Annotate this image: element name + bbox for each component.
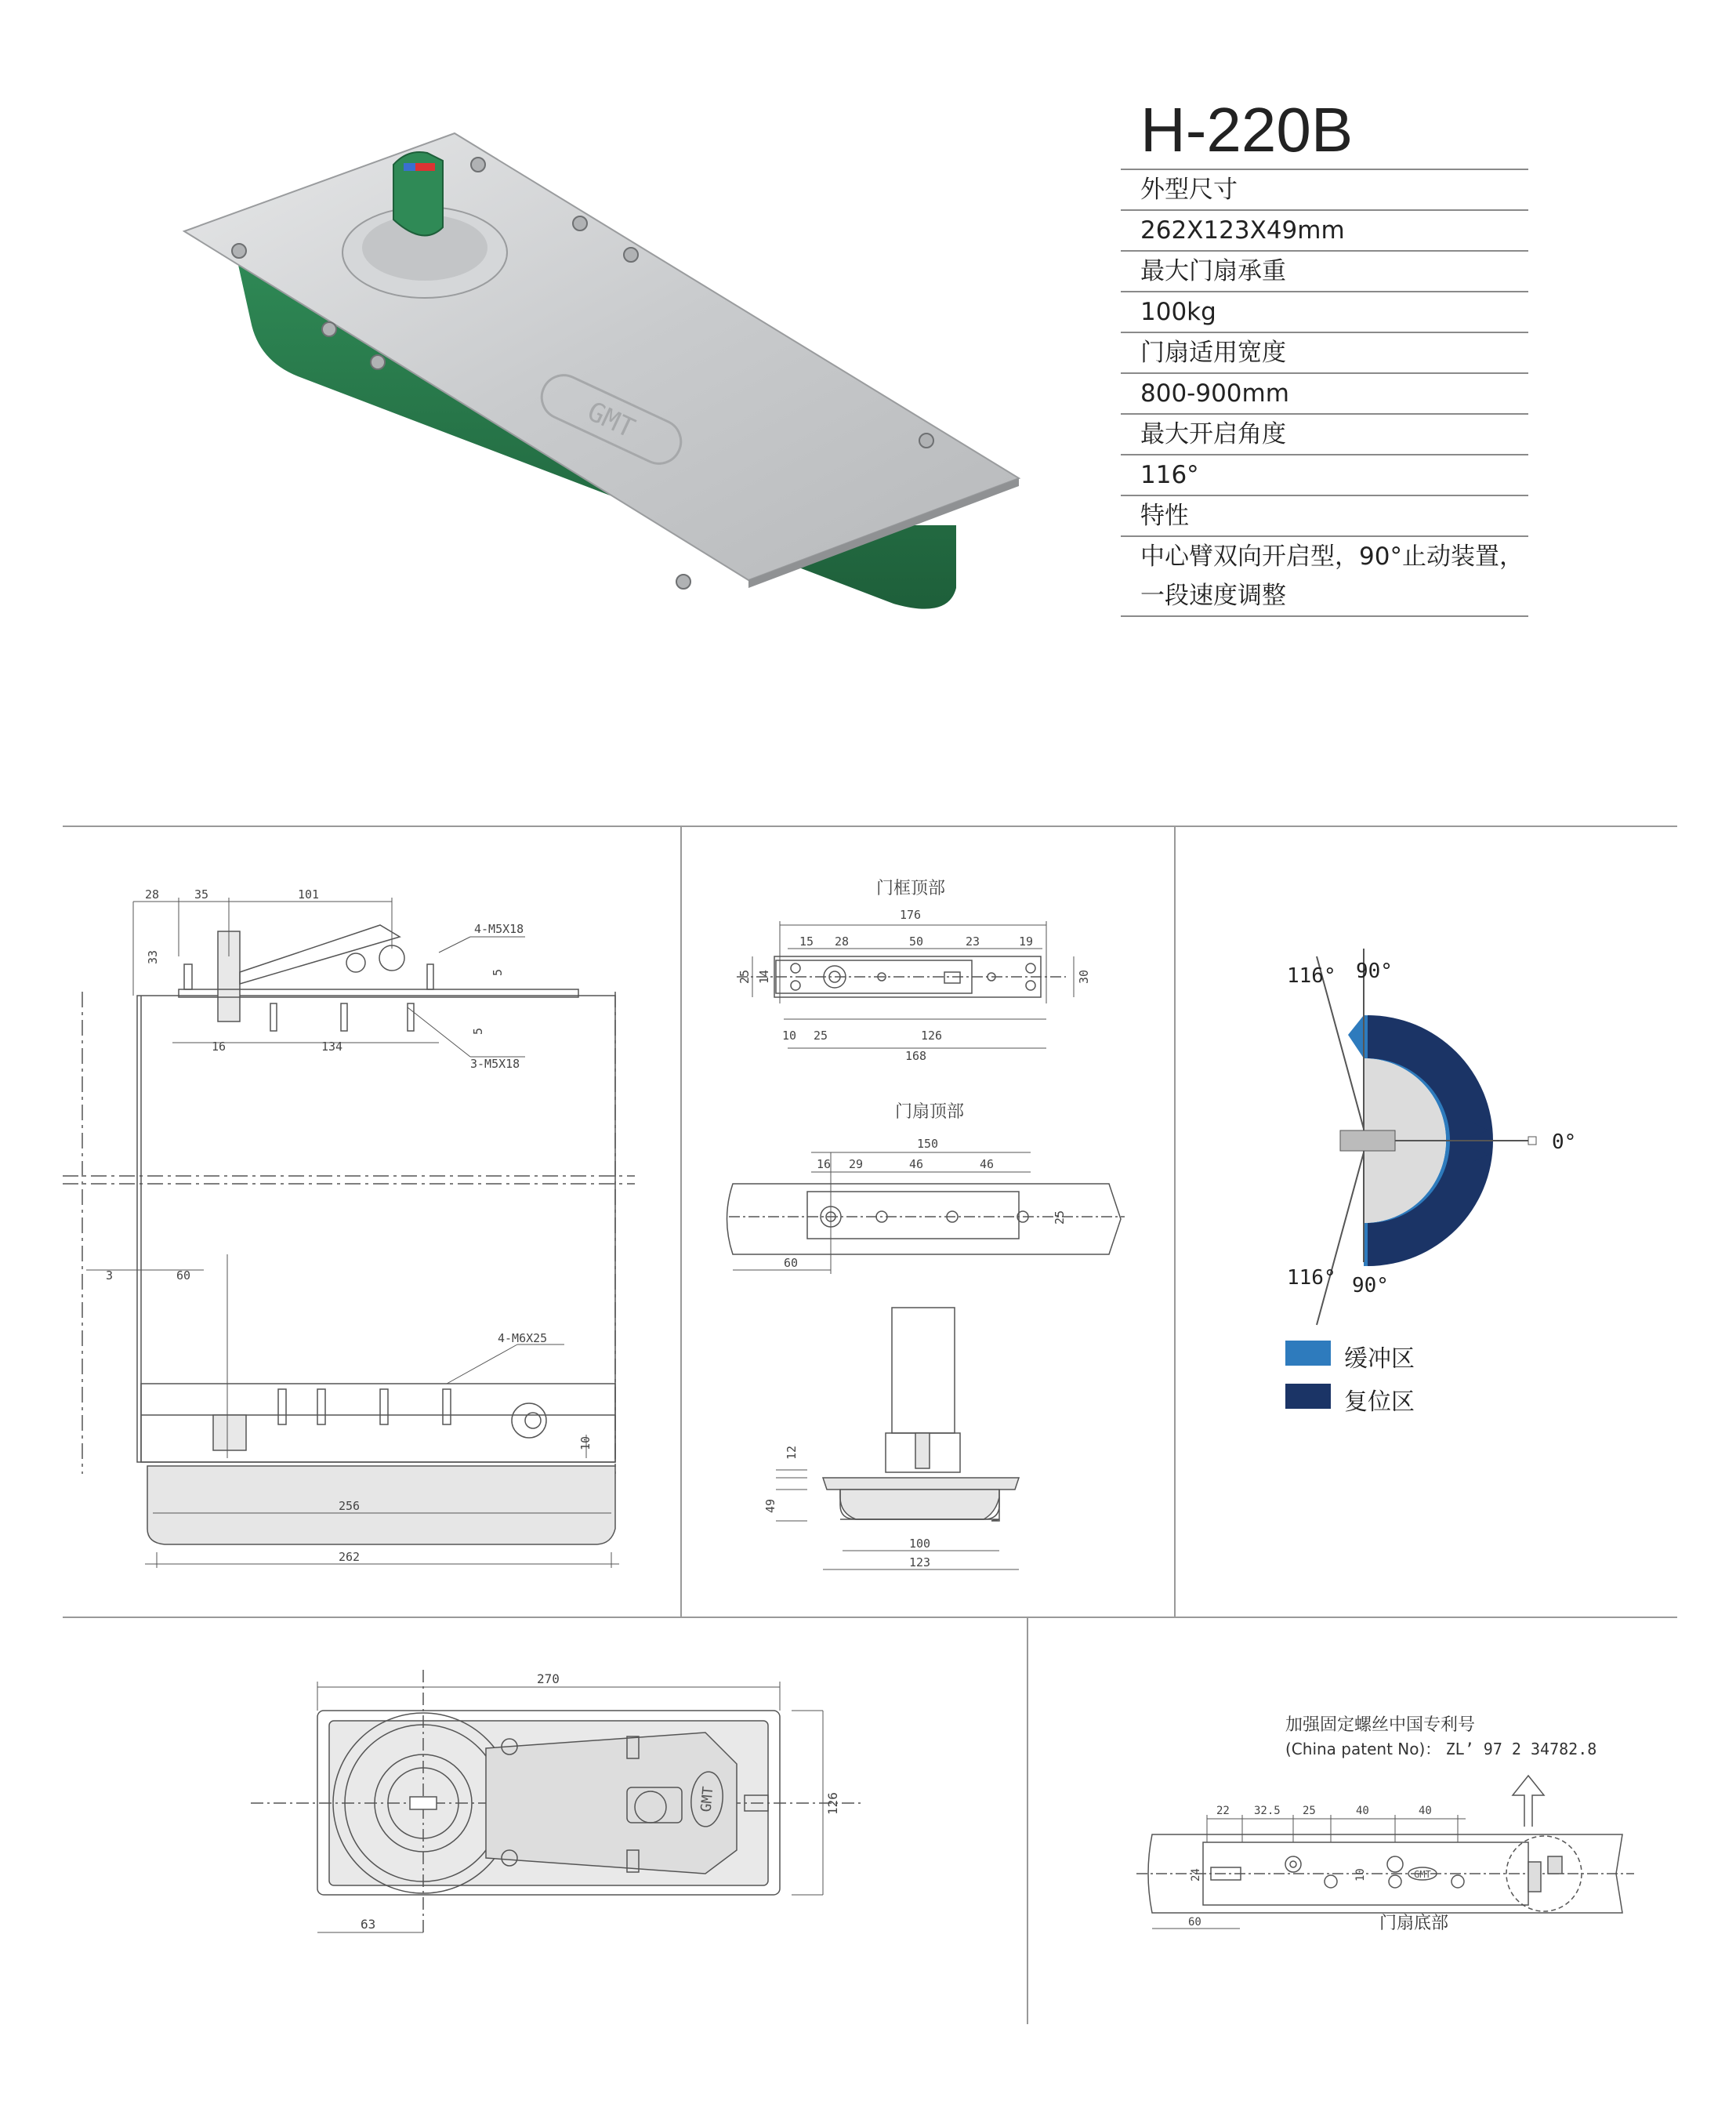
dim-29: 29 xyxy=(849,1157,864,1171)
spec-table-end-rule xyxy=(1121,615,1528,617)
dim-10: 10 xyxy=(1354,1868,1367,1881)
grid-divider-1 xyxy=(680,826,682,1617)
dim-101: 101 xyxy=(298,887,320,902)
side-section-drawing xyxy=(63,862,674,1584)
dim-123: 123 xyxy=(909,1555,931,1569)
legend-return-swatch xyxy=(1285,1384,1331,1409)
angle-label-116-top: 116° xyxy=(1287,964,1336,988)
dim-25: 25 xyxy=(738,969,752,984)
grid-rule-middle xyxy=(63,1617,1677,1618)
legend-buffer-swatch xyxy=(1285,1341,1331,1366)
patent-line xyxy=(1285,1736,1596,1759)
dim-270: 270 xyxy=(537,1671,560,1686)
dim-16: 16 xyxy=(817,1157,832,1171)
dim-10: 10 xyxy=(782,1029,797,1043)
angle-label-90-top: 90° xyxy=(1356,960,1393,983)
dim-30: 30 xyxy=(1077,969,1091,984)
body-top-view xyxy=(251,1662,862,1960)
dim-60: 60 xyxy=(784,1256,799,1270)
angle-label-116-bottom: 116° xyxy=(1287,1266,1336,1290)
frame-top-title: 门框顶部 xyxy=(876,879,946,898)
spec-label: 外型尺寸 xyxy=(1121,169,1528,209)
dim-32-5: 32.5 xyxy=(1254,1805,1281,1817)
dim-28: 28 xyxy=(835,934,850,949)
spec-label: 最大门扇承重 xyxy=(1121,250,1528,291)
dim-12: 12 xyxy=(785,1445,799,1460)
door-bottom-caption: 门扇底部 xyxy=(1379,1914,1449,1933)
angle-label-90-bottom: 90° xyxy=(1352,1274,1389,1297)
dim-63: 63 xyxy=(361,1917,376,1932)
dim-126: 126 xyxy=(825,1792,840,1815)
dim-46: 46 xyxy=(909,1157,924,1171)
dim-25: 25 xyxy=(1303,1805,1316,1817)
patent-subtitle: (China patent No)： xyxy=(1285,1740,1441,1758)
dim-35: 35 xyxy=(194,887,209,902)
grid-divider-2 xyxy=(1174,826,1176,1617)
door-bottom-drawing xyxy=(1136,1764,1638,1952)
dim-24: 24 xyxy=(1190,1868,1202,1881)
bottom-logo-text: GMT xyxy=(1414,1869,1431,1880)
dim-25: 25 xyxy=(1053,1210,1067,1225)
dim-23: 23 xyxy=(966,934,980,949)
legend-buffer-label: 缓冲区 xyxy=(1344,1345,1415,1373)
spec-table xyxy=(1121,169,1528,617)
dim-50: 50 xyxy=(909,934,924,949)
spec-value: 100kg xyxy=(1121,291,1528,332)
spec-value: 262X123X49mm xyxy=(1121,209,1528,250)
spec-value: 800-900mm xyxy=(1121,372,1528,413)
screw-spec-mid: 3-M5X18 xyxy=(470,1057,520,1071)
dim-19: 19 xyxy=(1019,934,1034,949)
dim-28: 28 xyxy=(145,887,160,902)
grid-divider-3 xyxy=(1027,1617,1028,2024)
dim-168: 168 xyxy=(905,1049,927,1063)
model-title: H-220B xyxy=(1140,95,1354,165)
dim-150: 150 xyxy=(917,1137,939,1151)
dim-5: 5 xyxy=(491,968,505,976)
dim-262: 262 xyxy=(339,1550,361,1564)
dim-256: 256 xyxy=(339,1499,361,1513)
screw-spec-top: 4-M5X18 xyxy=(474,922,524,936)
dim-10: 10 xyxy=(578,1435,593,1450)
dim-126: 126 xyxy=(921,1029,943,1043)
dim-33: 33 xyxy=(146,949,160,964)
dim-134: 134 xyxy=(321,1040,343,1054)
dim-16: 16 xyxy=(212,1040,227,1054)
patent-number: ZL’ 97 2 34782.8 xyxy=(1445,1740,1597,1758)
dim-40: 40 xyxy=(1419,1805,1432,1817)
patent-title: 加强固定螺丝中国专利号 xyxy=(1285,1715,1476,1735)
dim-15: 15 xyxy=(799,934,814,949)
spec-label: 特性 xyxy=(1121,495,1528,535)
dim-3: 3 xyxy=(106,1268,114,1283)
grid-rule-top xyxy=(63,826,1677,827)
door-top-title: 门扇顶部 xyxy=(895,1102,965,1122)
dim-25: 25 xyxy=(814,1029,828,1043)
angle-label-0: 0° xyxy=(1552,1130,1577,1154)
dim-46: 46 xyxy=(980,1157,995,1171)
product-photo xyxy=(172,118,1042,713)
photo-logo-text: GMT xyxy=(582,395,640,445)
dim-5: 5 xyxy=(471,1027,485,1035)
screw-spec-bottom: 4-M6X25 xyxy=(498,1331,548,1345)
spec-value-features: 中心臂双向开启型，90°止动装置， 一段速度调整 xyxy=(1121,535,1528,615)
body-logo-text: GMT xyxy=(698,1785,717,1813)
dim-49: 49 xyxy=(763,1498,777,1513)
legend-return-label: 复位区 xyxy=(1344,1388,1415,1416)
dim-60: 60 xyxy=(1188,1916,1201,1929)
dim-176: 176 xyxy=(900,908,922,922)
spec-value: 116° xyxy=(1121,454,1528,495)
dim-14: 14 xyxy=(757,969,771,984)
dim-40: 40 xyxy=(1356,1805,1369,1817)
frame-door-drawing xyxy=(721,862,1144,1584)
spec-label: 最大开启角度 xyxy=(1121,413,1528,454)
spec-label: 门扇适用宽度 xyxy=(1121,332,1528,372)
dim-100: 100 xyxy=(909,1537,931,1551)
dim-22: 22 xyxy=(1216,1805,1230,1817)
dim-60: 60 xyxy=(176,1268,191,1283)
